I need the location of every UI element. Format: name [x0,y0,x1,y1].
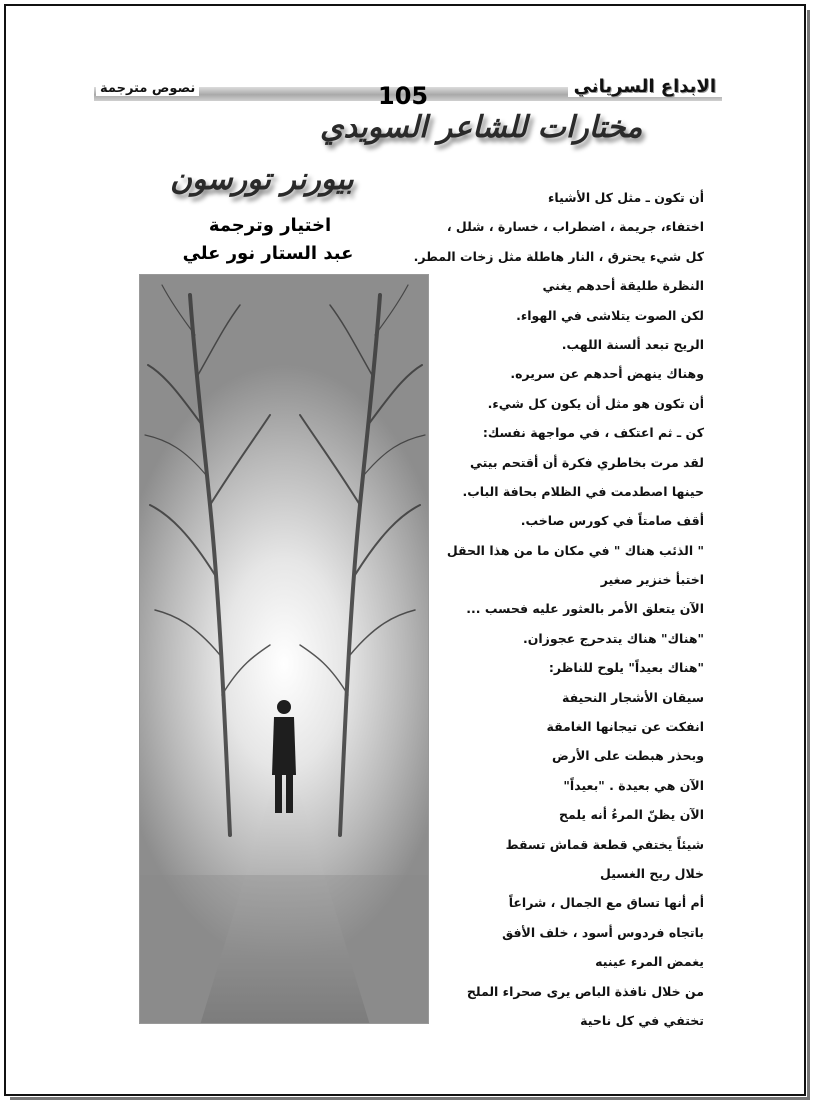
poem-line: لقد مرت بخاطري فكرة أن أقتحم بيتي [470,454,704,470]
poem-line: " الذئب هناك " في مكان ما من هذا الحقل [446,542,704,558]
poem-line: أن تكون هو مثل أن يكون كل شيء. [487,395,704,411]
poem-line: وبحذر هبطت على الأرض [551,748,704,764]
poem-line: سيقان الأشجار النحيفة [561,689,704,705]
poem-line: أقف صامتاً في كورس صاخب. [520,513,704,529]
poem-line: شيئاً يختفي قطعة قماش تسقط [505,836,704,852]
poem-line: كن ـ ثم اعتكف ، في مواجهة نفسك: [482,425,704,441]
illustration-photo [139,274,429,1024]
poem-line: "هناك" هناك يتدحرج عجوزان. [522,630,704,646]
translator-name: عبد الستار نور علي [182,243,354,264]
poem-line: خلال ريح الغسيل [600,865,704,881]
poem-line: تختفي في كل ناحية [580,1012,704,1028]
poem-line: يغمض المرء عينيه [595,954,704,970]
poem-line: أن تكون ـ مثل كل الأشياء [548,190,704,205]
poem-line: النظرة طليقة أحدهم يغني [542,278,704,294]
poem-line: أم أنها تساق مع الجمال ، شراعاً [508,895,704,911]
magazine-name: الابداع السرياني [568,76,722,97]
poem-line: الريح تبعد ألسنة اللهب. [561,336,704,352]
poem-line: الآن يظنّ المرءُ أنه يلمح [558,807,704,823]
poet-name: بيورنر تورسون [170,162,354,197]
poem-line: حينها اصطدمت في الظلام بحافة الباب. [462,483,704,499]
poem-line: لكن الصوت يتلاشى في الهواء. [516,307,704,323]
credit-label: اختيار وترجمة [208,215,332,236]
poem-line: اختفاء، جريمة ، اضطراب ، خسارة ، شلل ، [446,219,704,235]
poem-line: وهناك ينهض أحدهم عن سريره. [510,366,704,382]
poem-line: الآن يتعلق الأمر بالعثور عليه فحسب ... [466,601,704,617]
page-number: 105 [378,82,429,110]
poem-line: باتجاه فردوس أسود ، خلف الأفق [502,924,704,940]
foggy-road-image [140,275,429,1024]
poem-line: اختبأ خنزير صغير [600,572,704,588]
poem-line: من خلال نافذة الباص يرى صحراء الملح [466,983,704,999]
poem-line: "هناك بعيداً" يلوح للناظر: [548,660,704,676]
poem-text [404,183,704,1035]
page-title: مختارات للشاعر السويدي [320,110,643,145]
poem-line: انفكت عن تيجانها الغامقة [546,719,704,735]
section-name: نصوص مترجمة [96,81,199,96]
poem-line: الآن هي بعيدة . "بعيداً" [563,777,704,793]
poem-line: كل شيء يحترق ، النار هاطلة مثل زخات المطر. [413,248,704,264]
